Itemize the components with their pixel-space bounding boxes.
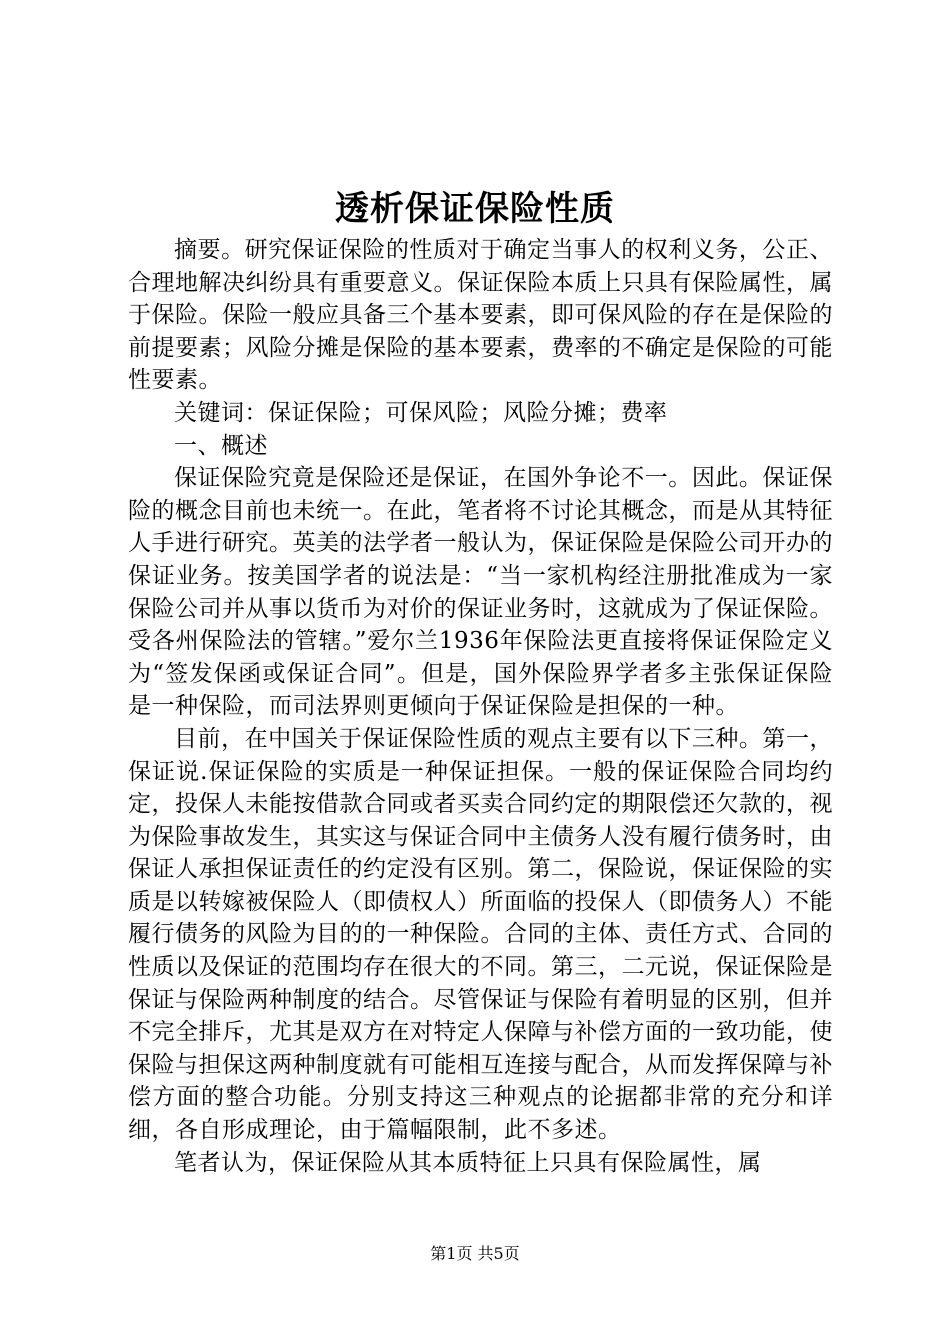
document-body [128, 234, 833, 1179]
body-paragraph: 目前，在中国关于保证保险性质的观点主要有以下三种。第一，保证说.保证保险的实质是一种保证担保。一般的保证保险合同均约定，投保人未能按借款合同或者买卖合同约定的期限偿还欠款的，视为保险事故发生，其实这与保证合同中主债务人没有履行债务时，由保证人承担保证责任的约定没有区别。第二，保险说，保证保险的实质是以转嫁被保险人（即债权人）所面临的投保人（即债务人）不能履行债务的风险为目的的一种保险。合同的主体、责任方式、合同的性质以及保证的范围均存在很大的不同。第三，二元说，保证保险是保证与保险两种制度的结合。尽管保证与保险有着明显的区别，但并不完全排斥，尤其是双方在对特定人保障与补偿方面的一致功能，使保险与担保这两种制度就有可能相互连接与配合，从而发挥保障与补偿方面的整合功能。分别支持这三种观点的论据都非常的充分和详细，各自形成理论，由于篇幅限制，此不多述。 [128, 725, 833, 1144]
page-footer: 第1页 共5页 [430, 1244, 520, 1263]
body-paragraph: 保证保险究竟是保险还是保证，在国外争论不一。因此。保证保险的概念目前也未统一。在此，笔者将不讨论其概念，而是从其特征人手进行研究。英美的法学者一般认为，保证保险是保险公司开办的保证业务。按美国学者的说法是：“当一家机构经注册批准成为一家保险公司并从事以货币为对价的保证业务时，这就成为了保证保险。受各州保险法的管辖。”爱尔兰1936年保险法更直接将保证保险定义为“签发保函或保证合同”。但是，国外保险界学者多主张保证保险是一种保险，而司法界则更倾向于保证保险是担保的一种。 [128, 465, 833, 720]
section-heading: 一、概述 [174, 432, 268, 459]
document-title: 透析保证保险性质 [335, 189, 615, 229]
abstract-paragraph: 摘要。研究保证保险的性质对于确定当事人的权利义务，公正、合理地解决纠纷具有重要意义。保证保险本质上只具有保险属性，属于保险。保险一般应具备三个基本要素，即可保风险的存在是保险的前提要素；风险分摊是保险的基本要素，费率的不确定是保险的可能性要素。 [128, 237, 833, 394]
body-paragraph: 笔者认为，保证保险从其本质特征上只具有保险属性，属 [174, 1149, 762, 1176]
keywords-paragraph: 关键词：保证保险；可保风险；风险分摊；费率 [174, 399, 668, 426]
